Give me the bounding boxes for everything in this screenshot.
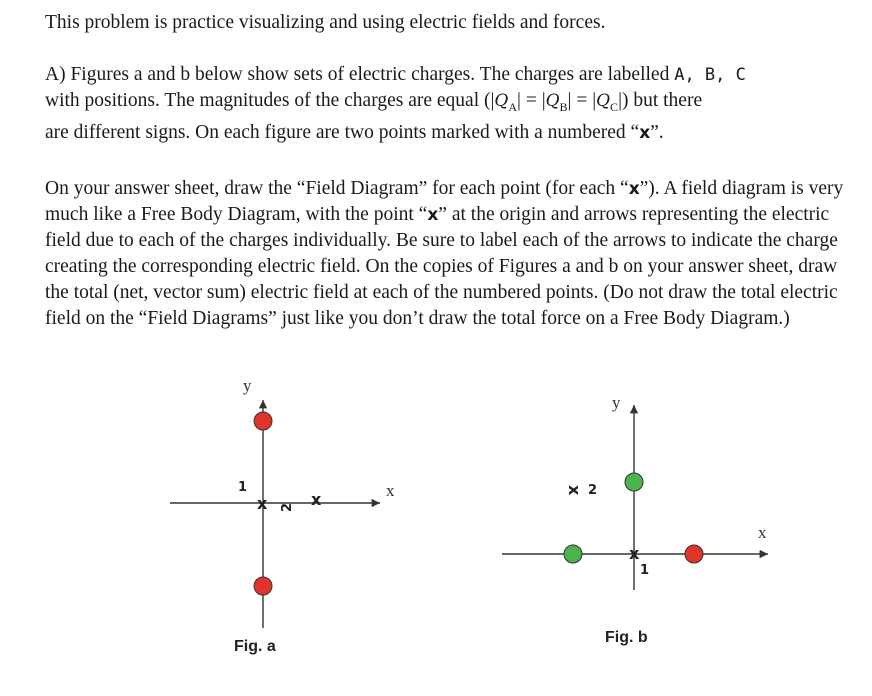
part-a-text-1: A) Figures a and b below show sets of electric charges. The charges are labelled — [45, 64, 670, 85]
fig-b-charge-right-negative — [685, 545, 703, 563]
fig-b-charge-left-positive — [564, 545, 582, 563]
fig-a-caption: Fig. a — [234, 638, 276, 655]
part-a-text-3: ) but there — [621, 90, 703, 111]
figure-a — [170, 376, 395, 655]
instructions-text-3: ” at the origin and arrows representing the electric field due to each of the charges individually. Be sure to label each of the arrows to indicate the charge creating the corresponding electric field. On the copies of Figures a and b on your answer sheet, draw the total (net, vector sum) electric field at each of the numbered points. (Do not draw the total electric field on the “Field Diagrams” just like you don’t draw the total force on a Free Body Diagram.) — [45, 204, 838, 329]
fig-a-charge-top-negative — [254, 412, 272, 430]
part-a-text-5: ”. — [650, 121, 664, 143]
abs-qa: $|Q_A|$ — [490, 90, 521, 114]
fig-b-point-2-mark: x — [565, 485, 584, 496]
part-a-text-2: with positions. The magnitudes of the charges are equal ( — [45, 90, 491, 111]
x-mark-symbol: x — [628, 179, 640, 199]
fig-b-caption: Fig. b — [605, 629, 648, 646]
equals-1: = — [525, 90, 537, 111]
fig-b-x-label: x — [758, 523, 767, 542]
charge-labels: A, B, C — [674, 65, 746, 85]
equals-2: = — [576, 90, 588, 111]
fig-b-point-2-label: 2 — [588, 483, 598, 498]
part-a-text-4: are different signs. On each figure are two points marked with a numbered “ — [45, 121, 640, 143]
abs-qc: $|Q_C|$ — [592, 90, 622, 114]
fig-a-point-1-mark: x — [257, 494, 268, 513]
fig-a-charge-bottom-negative — [254, 577, 272, 595]
x-mark-symbol: x — [427, 205, 439, 225]
fig-a-point-1-label: 1 — [238, 480, 248, 495]
instructions-text-2: ”). A field diagram is very much like a Free Body Diagram, with the point “ — [45, 178, 844, 225]
fig-a-point-2-mark: x — [311, 490, 322, 509]
fig-a-y-label: y — [243, 376, 252, 395]
fig-a-x-label: x — [386, 481, 395, 500]
fig-b-point-1-label: 1 — [640, 563, 650, 578]
intro-text: This problem is practice visualizing and using electric fields and forces. — [45, 12, 606, 33]
x-mark-symbol: x — [639, 122, 651, 143]
fig-b-charge-top-positive — [625, 473, 643, 491]
figure-b — [502, 393, 768, 646]
instructions-text-1: On your answer sheet, draw the “Field Diagram” for each point (for each “ — [45, 178, 629, 199]
abs-qb: $|Q_B|$ — [541, 90, 572, 114]
fig-a-point-2-label: 2 — [280, 502, 295, 512]
fig-b-point-1-mark: x — [629, 544, 640, 563]
fig-b-y-label: y — [612, 393, 621, 412]
